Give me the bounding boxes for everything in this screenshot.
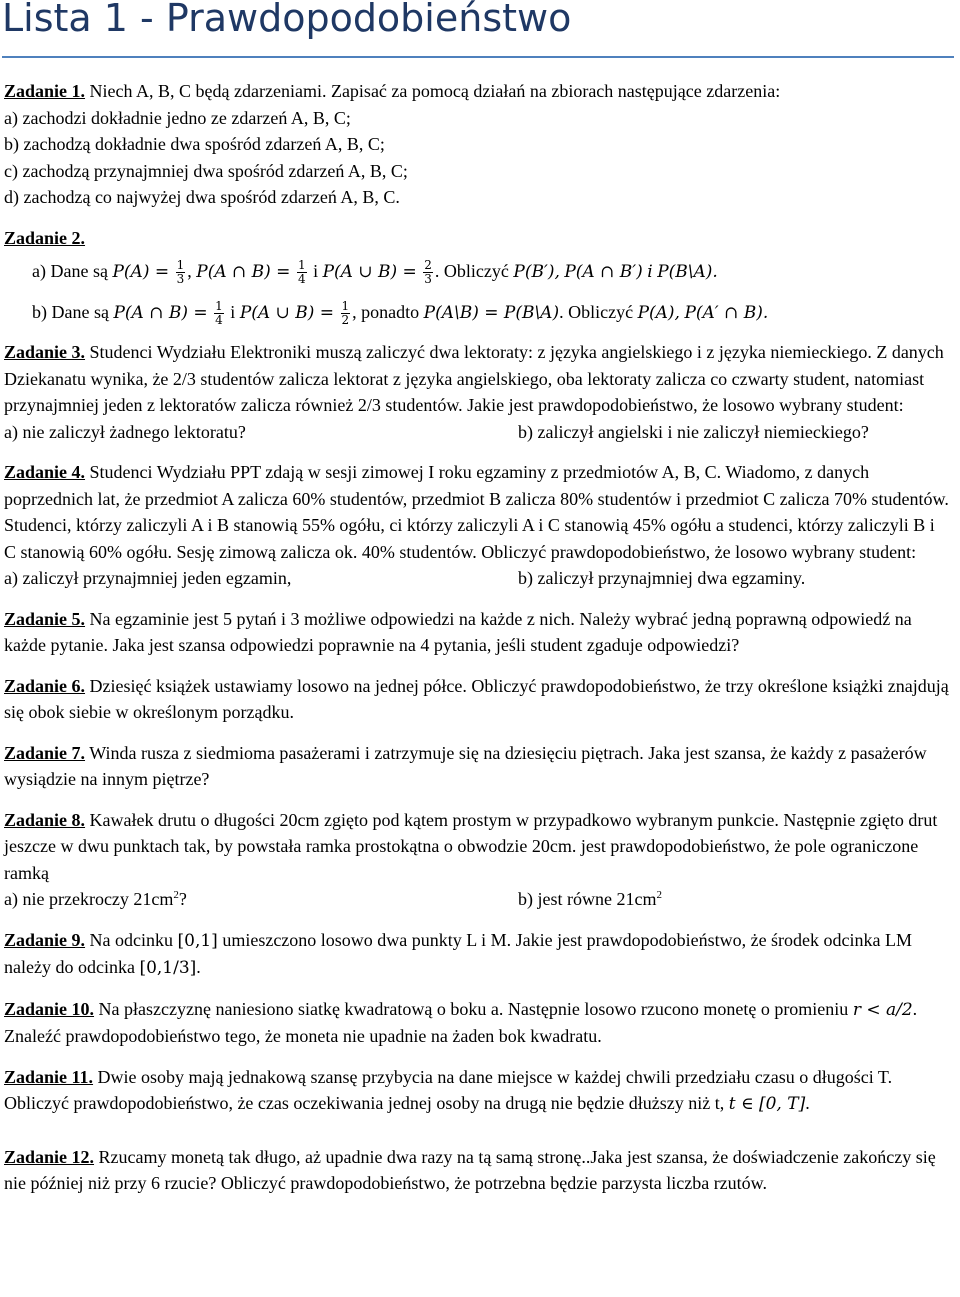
math-expr: r < a/2 [852, 999, 913, 1020]
math-expr: P(A ∩ B) = [113, 303, 208, 323]
task-label: Zadanie 8. [4, 809, 86, 830]
math-expr: P(A′ ∩ B). [684, 303, 769, 323]
task-item-b: b) zaliczył angielski i nie zaliczył niemieckiego? [518, 421, 869, 442]
task-label: Zadanie 7. [4, 742, 86, 763]
fraction: $\frac{1}{4}$ [215, 299, 223, 328]
task-text: Niech A, B, C będą zdarzeniami. Zapisać za pomocą działań na zbiorach następujące zdarzenia: [89, 81, 781, 101]
task-item-a: a) zachodzi dokładnie jedno ze zdarzeń A, B, C; [4, 107, 351, 128]
task-11: Zadanie 11. Dwie osoby mają jednakową szansę przybycia na dane miejsce w każdej chwili przedziału czasu o długości T. Obliczyć prawdopodobieństwo, że czas oczekiwania jednej osoby na drugą nie będzie dłuższy niż t, t ∈ [0, T]. [4, 1066, 893, 1114]
task-text: Kawałek drutu o długości 20cm zgięto pod kątem prostym w przypadkowo wybranym punkcie. Następnie zgięto drut jeszcze w dwu punktach tak, by powstała ramka prostokątna o obwodzie 20cm. jest prawdopodobieństwo, że pole ograniczone ramką [4, 809, 938, 883]
task-5 [4, 606, 950, 659]
task-text: Rzucamy monetą tak długo, aż upadnie dwa razy na tą samą stronę..Jaka jest szansa, że doświadczenie zakończy się nie później niż przy 6 rzucie? Obliczyć prawdopodobieństwo, że potrzebna będzie parzysta liczba rzutów. [4, 1146, 936, 1193]
task-items [4, 565, 950, 592]
task-9: Zadanie 9. Na odcinku [0,1] umieszczono losowo dwa punkty L i M. Jakie jest prawdopodobieństwo, że środek odcinka LM należy do odcinka [0,1/3]. [4, 929, 913, 978]
math-expr: P(A\B) = P(B\A) [423, 303, 560, 323]
fraction: $\frac{1}{2}$ [341, 299, 350, 328]
math-expr: P(A), [637, 303, 680, 323]
task-items [4, 419, 950, 446]
math-expr: P(A ∩ B′) [564, 262, 643, 282]
task-4 [4, 459, 950, 592]
task-items [4, 886, 950, 913]
fraction: $\frac{1}{4}$ [297, 258, 306, 287]
task-label: Zadanie 10. [4, 998, 95, 1019]
math-expr: P(A ∪ B) = [239, 303, 334, 323]
math-expr: i [647, 262, 653, 282]
task-1 [4, 78, 950, 211]
task-item-b: b) jest równe $21cm^2$ [518, 889, 662, 909]
math-expr: P(B\A). [657, 262, 718, 282]
task-10 [4, 996, 950, 1050]
task-label: Zadanie 11. [4, 1066, 94, 1087]
task-label: Zadanie 4. [4, 462, 86, 482]
task-item-a: a) nie zaliczył żadnego lektoratu? [4, 421, 246, 442]
math-expr: t ∈ [0, T] [728, 1094, 806, 1114]
task-label: Zadanie 1. [4, 81, 86, 101]
task-text: Dwie osoby mają jednakową szansę przybycia na dane miejsce w każdej chwili przedziału czasu o długości T. Obliczyć prawdopodobieństwo, że czas oczekiwania jednej osoby na drugą nie będzie dłuższy niż t, [4, 1066, 893, 1113]
math-expr: P(A) = [112, 262, 170, 282]
task-label: Zadanie 2. [4, 227, 86, 248]
title-divider [2, 56, 954, 58]
page-title: Lista 1 - Prawdopodobieństwo [2, 0, 572, 40]
fraction: $\frac{1}{3}$ [176, 258, 185, 287]
task-label: Zadanie 5. [4, 608, 86, 629]
task-item-a: a) zaliczył przynajmniej jeden egzamin, [4, 568, 292, 588]
task-item-b: b) Dane są P(A ∩ B) = $\frac{1}{4}$ i P(A ∪ B) = $\frac{1}{2}$ , ponadto P(A\B) = P(B\A). Obliczyć P(A), P(A′ ∩ B). [32, 299, 769, 328]
task-text: . Znaleźć prawdopodobieństwo tego, że moneta nie upadnie na żaden bok kwadratu. [4, 998, 918, 1046]
task-text: Na egzaminie jest 5 pytań i 3 możliwe odpowiedzi na każde z nich. Należy wybrać jedną poprawną odpowiedź na każde pytanie. Jaka jest szansa odpowiedzi poprawnie na 4 pytania, jeśli student zgaduje odpowiedzi? [4, 608, 912, 655]
task-8 [4, 807, 950, 913]
task-label: Zadanie 9. [4, 929, 86, 950]
task-6 [4, 673, 950, 726]
math-expr: [0,1] [177, 930, 218, 951]
task-item-b: b) zaliczył przynajmniej dwa egzaminy. [518, 568, 806, 588]
task-item-b: b) zachodzą dokładnie dwa spośród zdarzeń A, B, C; [4, 134, 385, 154]
task-item-a: a) nie przekroczy $21cm^2$? [4, 889, 187, 909]
math-expr: P(A ∪ B) = [322, 262, 417, 282]
task-7 [4, 740, 950, 793]
item-prefix: b) Dane są [32, 302, 109, 322]
math-expr: P(A ∩ B) = [196, 262, 291, 282]
task-text: umieszczono losowo dwa punkty L i M. Jakie jest prawdopodobieństwo, że środek odcinka LM należy do odcinka [4, 929, 913, 977]
math-expr: P(B′), [513, 262, 560, 282]
task-text: Winda rusza z siedmioma pasażerami i zatrzymuje się na dziesięciu piętrach. Jaka jest szansa, że każdy z pasażerów wysiądzie na innym piętrze? [4, 742, 927, 789]
task-item-d: d) zachodzą co najwyżej dwa spośród zdarzeń A, B, C. [4, 187, 400, 207]
task-text: Na płaszczyznę naniesiono siatkę kwadratową o boku a. Następnie losowo rzucono monetę o promieniu [98, 998, 849, 1019]
task-text: Studenci Wydziału Elektroniki muszą zaliczyć dwa lektoraty: z języka angielskiego i z języka niemieckiego. Z danych Dziekanatu wynika, że 2/3 studentów zalicza lektorat z języka angielskiego, oba lektoraty zalicza co czwarty student, natomiast przynajmniej jeden z lektoratów zalicza również 2/3 studentów. Jakie jest prawdopodobieństwo, że losowo wybrany student: [4, 342, 944, 415]
task-label: Zadanie 6. [4, 675, 86, 696]
item-prefix: a) Dane są [32, 261, 108, 281]
task-label: Zadanie 3. [4, 342, 86, 362]
document-body [4, 78, 950, 1197]
math-expr: [0,1/3] [139, 958, 197, 978]
task-text: Studenci Wydziału PPT zdają w sesji zimowej I roku egzaminy z przedmiotów A, B, C. Wiadomo, z danych poprzednich lat, że przedmiot A zalicza 60% studentów, przedmiot B zalicza 80% studentów i przedmiot C zalicza 70% studentów. Studenci, którzy zaliczyli A i B stanowią 55% ogółu, ci którzy zaliczyli A i C stanowią 45% ogółu a studenci, którzy zaliczyli B i C stanowią 60% ogółu. Sesję zimową zalicza ok. 40% studentów. Obliczyć prawdopodobieństwo, że losowo wybrany student: [4, 462, 949, 562]
task-label: Zadanie 12. [4, 1146, 95, 1167]
task-2 [4, 225, 950, 334]
task-text: Dziesięć książek ustawiamy losowo na jednej półce. Obliczyć prawdopodobieństwo, że trzy określone książki znajdują się obok siebie w określonym porządku. [4, 675, 949, 722]
task-item-a: a) Dane są P(A) = $\frac{1}{3}$ , P(A ∩ B) = $\frac{1}{4}$ i P(A ∪ B) = $\frac{2}{3}$ . Obliczyć P(B′), P(A ∩ B′) i P(B\A). [32, 258, 718, 287]
task-12 [4, 1144, 950, 1197]
task-3 [4, 339, 950, 445]
fraction: $\frac{2}{3}$ [424, 258, 432, 287]
task-text: Na odcinku [89, 929, 174, 950]
task-item-c: c) zachodzą przynajmniej dwa spośród zdarzeń A, B, C; [4, 160, 408, 181]
